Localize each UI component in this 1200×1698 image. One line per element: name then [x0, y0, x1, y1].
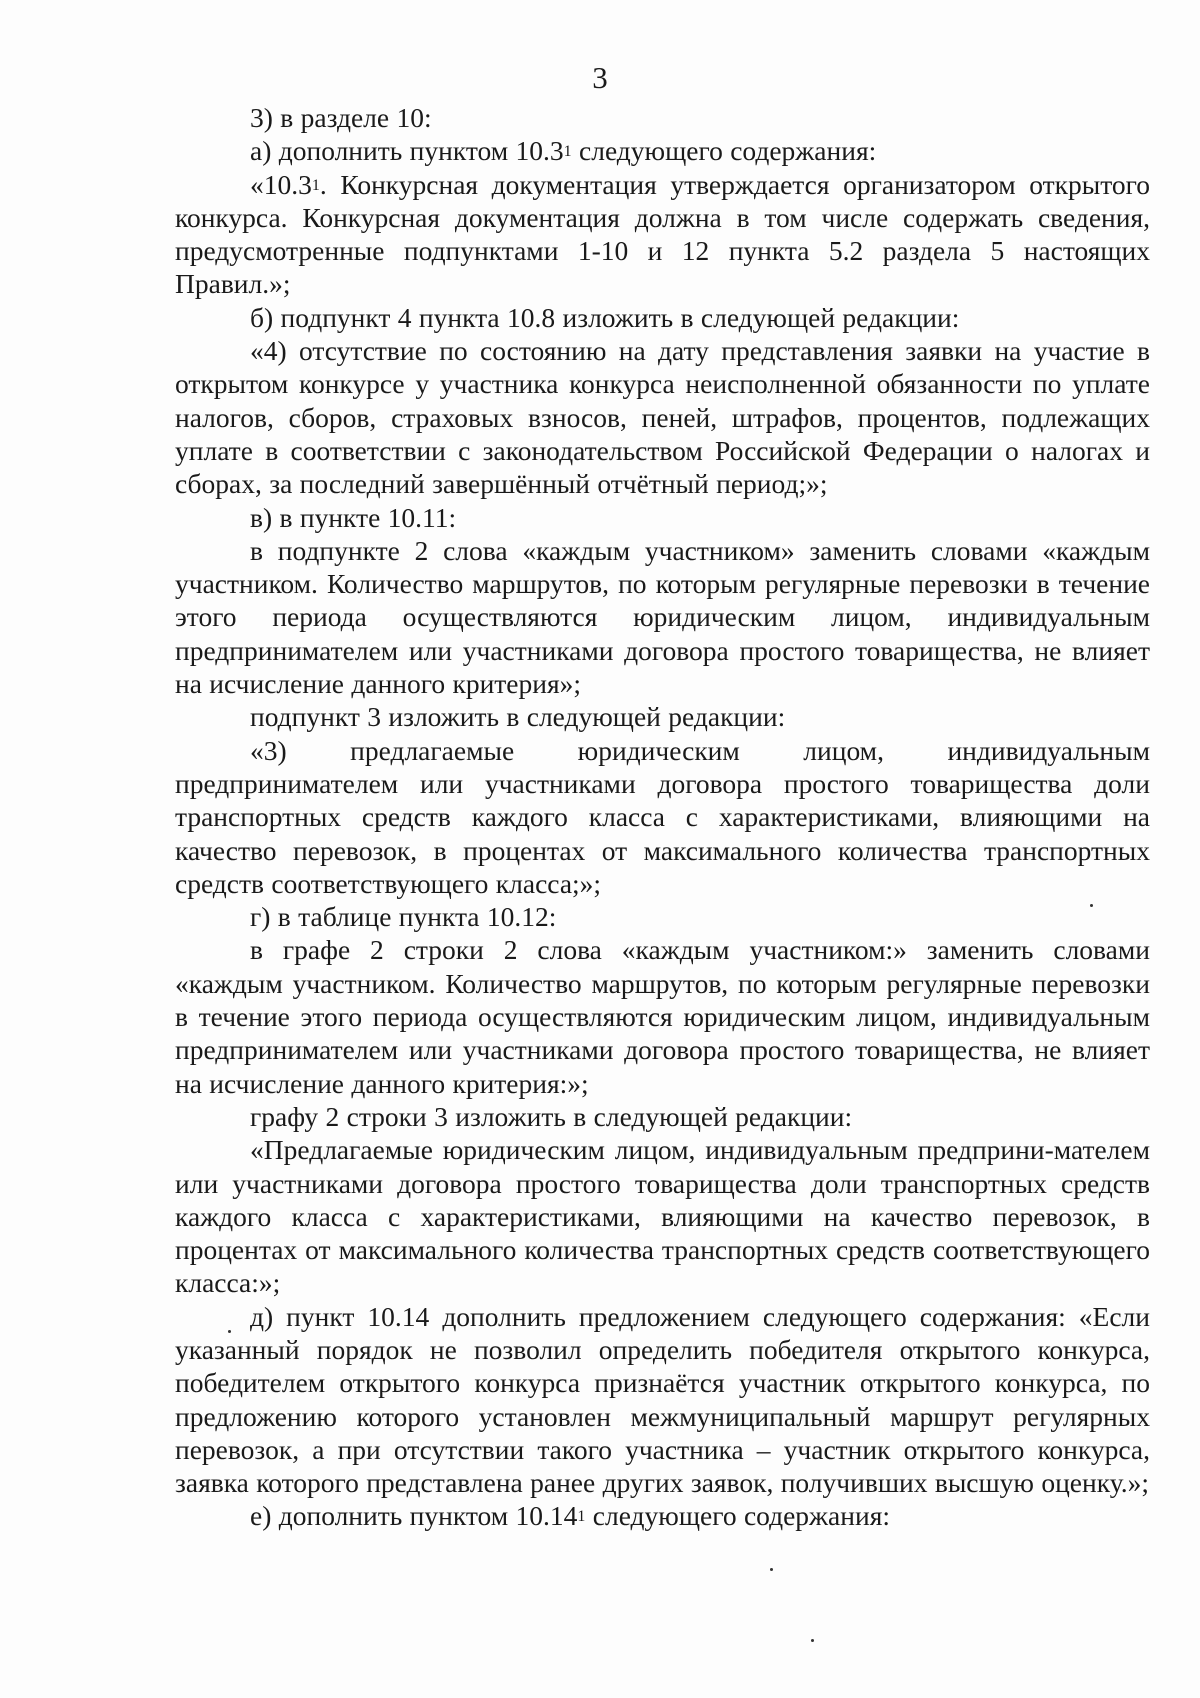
document-body: [175, 101, 1150, 1533]
scan-speck: [770, 1568, 773, 1571]
paragraph-quote-3: «3) предлагаемые юридическим лицом, индивидуальным предпринимателем или участниками договора простого товарищества доли транспортных средств каждого класса с характеристиками, влияющими на качество перевозок, в процентах от максимального количества транспортных средств соответствующего класса;»;: [175, 734, 1150, 899]
paragraph-subitem-2: в подпункте 2 слова «каждым участником» заменить словами «каждым участником. Количество маршрутов, по которым регулярные перевозки в течение этого периода осуществляются юридическим лицом, индивидуальным предпринимателем или участниками договора простого товарищества, не влияет на исчисление данного критерия»;: [175, 534, 1150, 700]
paragraph-quote-4: «4) отсутствие по состоянию на дату представления заявки на участие в открытом конкурсе у участника конкурса неисполненной обязанности по уплате налогов, сборов, страховых взносов, пеней, штрафов, процентов, подлежащих уплате в соответствии с законодательством Российской Федерации о налогах и сборах, за последний завершённый отчётный период;»;: [175, 335, 1150, 500]
paragraph-column-2-row-2: в графе 2 строки 2 слова «каждым участником:» заменить словами «каждым участником. Количество маршрутов, по которым регулярные перевозки в течение этого периода осуществляются юридическим лицом, индивидуальным предпринимателем или участниками договора простого товарищества, не влияет на исчисление данного критерия:»;: [175, 934, 1150, 1099]
paragraph-column-2-row-3: графу 2 строки 3 изложить в следующей редакции:: [250, 1100, 853, 1132]
paragraph-subitem-3: подпункт 3 изложить в следующей редакции:: [250, 701, 786, 733]
paragraph-text: . Конкурсная документация утверждается организатором открытого конкурса. Конкурсная документация должна в том числе содержать сведения, предусмотренные подпунктами 1-10 и 12 пункта 5.2 раздела 5 настоящих Правил.»;: [175, 168, 1150, 300]
paragraph-quote-10-3-1: [175, 168, 1150, 301]
paragraph-text: следующего содержания:: [585, 1500, 890, 1532]
paragraph-item-g: г) в таблице пункта 10.12:: [250, 901, 557, 933]
superscript: 1: [577, 1508, 586, 1526]
paragraph-item-e: [175, 1499, 1150, 1532]
page-number: 3: [592, 60, 608, 95]
paragraph-item-d: д) пункт 10.14 дополнить предложением следующего содержания: «Если указанный порядок не позволил определить победителя открытого конкурса, победителем открытого конкурса признаётся участник открытого конкурса, по предложению которого установлен межмуниципальный маршрут регулярных перевозок, а при отсутствии такого участника – участник открытого конкурса, заявка которого представлена ранее других заявок, получивших высшую оценку.»;: [175, 1300, 1150, 1499]
paragraph-text: «10.3: [250, 168, 312, 200]
superscript: 1: [563, 143, 572, 161]
scan-speck: [811, 1639, 814, 1642]
paragraph-text: а) дополнить пунктом 10.3: [250, 135, 564, 167]
paragraph-item-a: [175, 134, 1150, 167]
paragraph-text: следующего содержания:: [571, 135, 877, 167]
superscript: 1: [311, 176, 320, 194]
scan-speck: [1090, 904, 1093, 907]
paragraph-item-b: б) подпункт 4 пункта 10.8 изложить в следующей редакции:: [250, 301, 960, 333]
paragraph-section-10: 3) в разделе 10:: [250, 102, 432, 133]
paragraph-text: е) дополнить пунктом 10.14: [250, 1500, 578, 1532]
paragraph-item-v: в) в пункте 10.11:: [250, 501, 457, 533]
scan-speck: [228, 1330, 231, 1333]
paragraph-quote-proposal: «Предлагаемые юридическим лицом, индивидуальным предприни-мателем или участниками договора простого товарищества доли транспортных средств каждого класса с характеристиками, влияющими на качество перевозок, в процентах от максимального количества транспортных средств соответствующего класса:»;: [175, 1134, 1150, 1299]
